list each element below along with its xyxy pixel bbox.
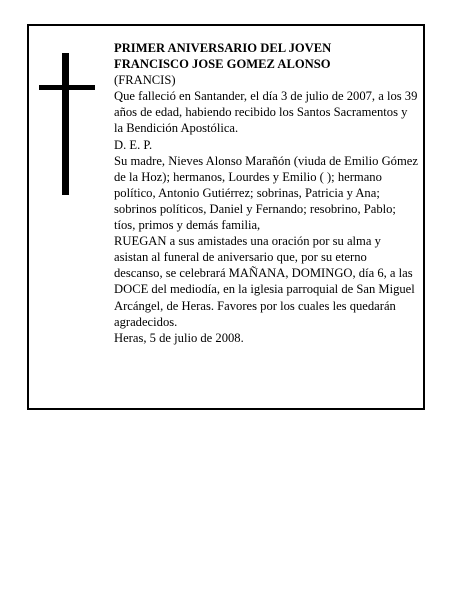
request-paragraph: RUEGAN a sus amistades una oración por su alma y asistan al funeral de aniversario que, por su eterno descanso, se celebrará MAÑANA, DOMINGO, día 6, a las DOCE del mediodía, en la iglesia parroquial de San Miguel Arcángel, de Heras. Favores por los cuales les quedarán agradecidos. (114, 234, 415, 329)
place-date-line: Heras, 5 de julio de 2008. (114, 330, 244, 345)
notice-title-line-2: FRANCISCO JOSE GOMEZ ALONSO (114, 57, 331, 72)
death-paragraph: Que falleció en Santander, el día 3 de julio de 2007, a los 39 años de edad, habiendo recibido los Santos Sacramentos y la Bendición Apostólica. (114, 89, 418, 136)
family-paragraph: Su madre, Nieves Alonso Marañón (viuda de Emilio Gómez de la Hoz); hermanos, Lourdes y Emilio ( ); hermano político, Antonio Gutiérrez; sobrinas, Patricia y Ana; sobrinos políticos, Daniel y Fernando; resobrino, Pablo; tíos, primos y demás familia, (114, 153, 418, 233)
cross-icon-crossbar (39, 85, 95, 90)
cross-icon (62, 53, 69, 195)
dep-line: D. E. P. (114, 137, 153, 152)
obituary-text (114, 40, 418, 346)
notice-title-line-1: PRIMER ANIVERSARIO DEL JOVEN (114, 41, 332, 55)
deceased-nickname: (FRANCIS) (114, 73, 176, 88)
